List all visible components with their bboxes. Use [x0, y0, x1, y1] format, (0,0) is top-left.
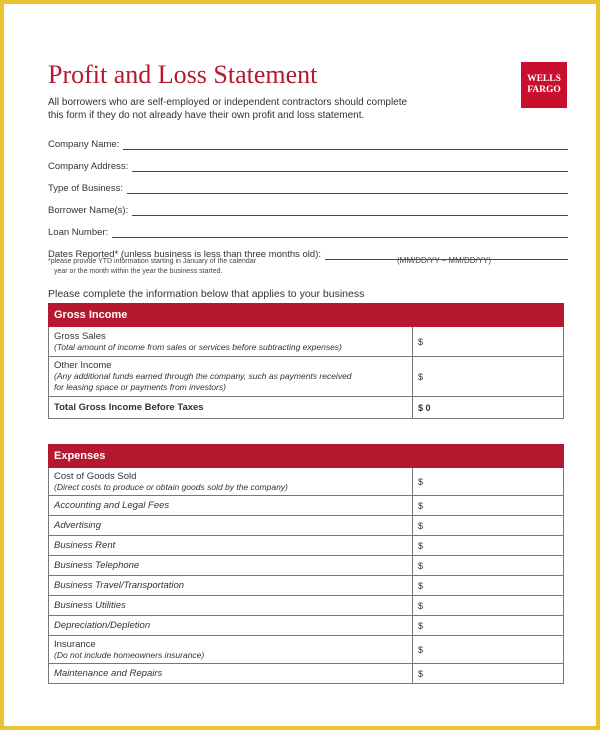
maintenance-amount[interactable]: $	[413, 664, 564, 684]
borrower-names-input-line[interactable]	[132, 205, 568, 216]
expense-amount[interactable]: $	[413, 536, 564, 556]
page-title: Profit and Loss Statement	[48, 60, 318, 89]
document-page	[4, 4, 596, 726]
table-row	[49, 468, 564, 496]
table-row	[49, 357, 564, 397]
expense-label: Business Telephone	[49, 556, 413, 576]
table-row	[49, 636, 564, 664]
expense-label: Advertising	[49, 516, 413, 536]
table-row	[49, 596, 564, 616]
gross-sales-label: Gross Sales	[54, 330, 106, 342]
wells-fargo-logo	[521, 62, 567, 108]
table-row	[49, 397, 564, 419]
dates-format-hint: (MM/DD/YY – MM/DD/YY)	[397, 256, 492, 265]
type-of-business-field[interactable]	[48, 180, 568, 194]
expense-amount[interactable]: $	[413, 576, 564, 596]
gross-income-table	[48, 303, 564, 419]
company-address-field[interactable]	[48, 158, 568, 172]
other-income-label: Other Income	[54, 360, 112, 371]
cost-of-goods-cell	[49, 468, 413, 496]
expense-label: Depreciation/Depletion	[49, 616, 413, 636]
table-row	[49, 536, 564, 556]
expense-amount[interactable]: $	[413, 496, 564, 516]
other-income-cell	[49, 357, 413, 397]
loan-number-input-line[interactable]	[112, 227, 568, 238]
total-gross-income-amount: $ 0	[413, 397, 564, 419]
expense-label: Business Utilities	[49, 596, 413, 616]
gross-sales-cell	[49, 327, 413, 357]
loan-number-field[interactable]	[48, 224, 568, 238]
table-row	[49, 556, 564, 576]
dates-footnote-line-1: *please provide YTD information starting in January of the calendar	[48, 258, 257, 265]
table-row	[49, 496, 564, 516]
cost-of-goods-amount[interactable]: $	[413, 468, 564, 496]
maintenance-label: Maintenance and Repairs	[49, 664, 413, 684]
company-name-label: Company Name:	[48, 139, 120, 150]
expense-amount[interactable]: $	[413, 616, 564, 636]
insurance-label: Insurance	[54, 638, 96, 650]
gross-sales-amount[interactable]: $	[413, 327, 564, 357]
company-name-field[interactable]	[48, 136, 568, 150]
insurance-amount[interactable]: $	[413, 636, 564, 664]
expenses-table	[48, 444, 564, 684]
table-row	[49, 327, 564, 357]
expenses-heading: Expenses	[49, 445, 564, 468]
dates-footnote	[48, 257, 348, 277]
gross-income-heading: Gross Income	[49, 304, 564, 327]
company-name-input-line[interactable]	[123, 139, 568, 150]
expense-label: Business Travel/Transportation	[49, 576, 413, 596]
insurance-cell	[49, 636, 413, 664]
insurance-note: (Do not include homeowners insurance)	[54, 649, 205, 660]
type-of-business-input-line[interactable]	[127, 183, 568, 194]
company-address-input-line[interactable]	[132, 161, 568, 172]
total-gross-income-label: Total Gross Income Before Taxes	[49, 397, 413, 419]
logo-line-2: FARGO	[527, 85, 561, 95]
other-income-note-2: for leasing space or payments from investors)	[54, 382, 226, 392]
table-row	[49, 664, 564, 684]
dates-reported-label: Dates Reported* (unless business is less than three months old):	[48, 249, 321, 260]
company-address-label: Company Address:	[48, 161, 129, 172]
table-row	[49, 616, 564, 636]
borrower-names-label: Borrower Name(s):	[48, 205, 129, 216]
instruction-text: Please complete the information below that applies to your business	[48, 288, 365, 300]
table-row	[49, 516, 564, 536]
type-of-business-label: Type of Business:	[48, 183, 123, 194]
logo-line-1: WELLS	[527, 74, 561, 84]
cost-of-goods-note: (Direct costs to produce or obtain goods sold by the company)	[54, 481, 288, 492]
cost-of-goods-label: Cost of Goods Sold	[54, 470, 137, 482]
borrower-names-field[interactable]	[48, 202, 568, 216]
gross-sales-note: (Total amount of income from sales or services before subtracting expenses)	[54, 341, 342, 352]
loan-number-label: Loan Number:	[48, 227, 109, 238]
expense-label: Business Rent	[49, 536, 413, 556]
table-row	[49, 576, 564, 596]
dates-footnote-line-2: year or the month within the year the business started.	[54, 268, 223, 275]
other-income-amount[interactable]: $	[413, 357, 564, 397]
intro-line-1: All borrowers who are self-employed or independent contractors should complete	[48, 97, 408, 108]
other-income-note-1: (Any additional funds earned through the company, such as payments received	[54, 371, 352, 381]
expense-amount[interactable]: $	[413, 596, 564, 616]
intro-line-2: this form if they do not already have their own profit and loss statement.	[48, 110, 365, 121]
intro-text	[48, 96, 468, 122]
expense-label: Accounting and Legal Fees	[49, 496, 413, 516]
expense-amount[interactable]: $	[413, 556, 564, 576]
expense-amount[interactable]: $	[413, 516, 564, 536]
